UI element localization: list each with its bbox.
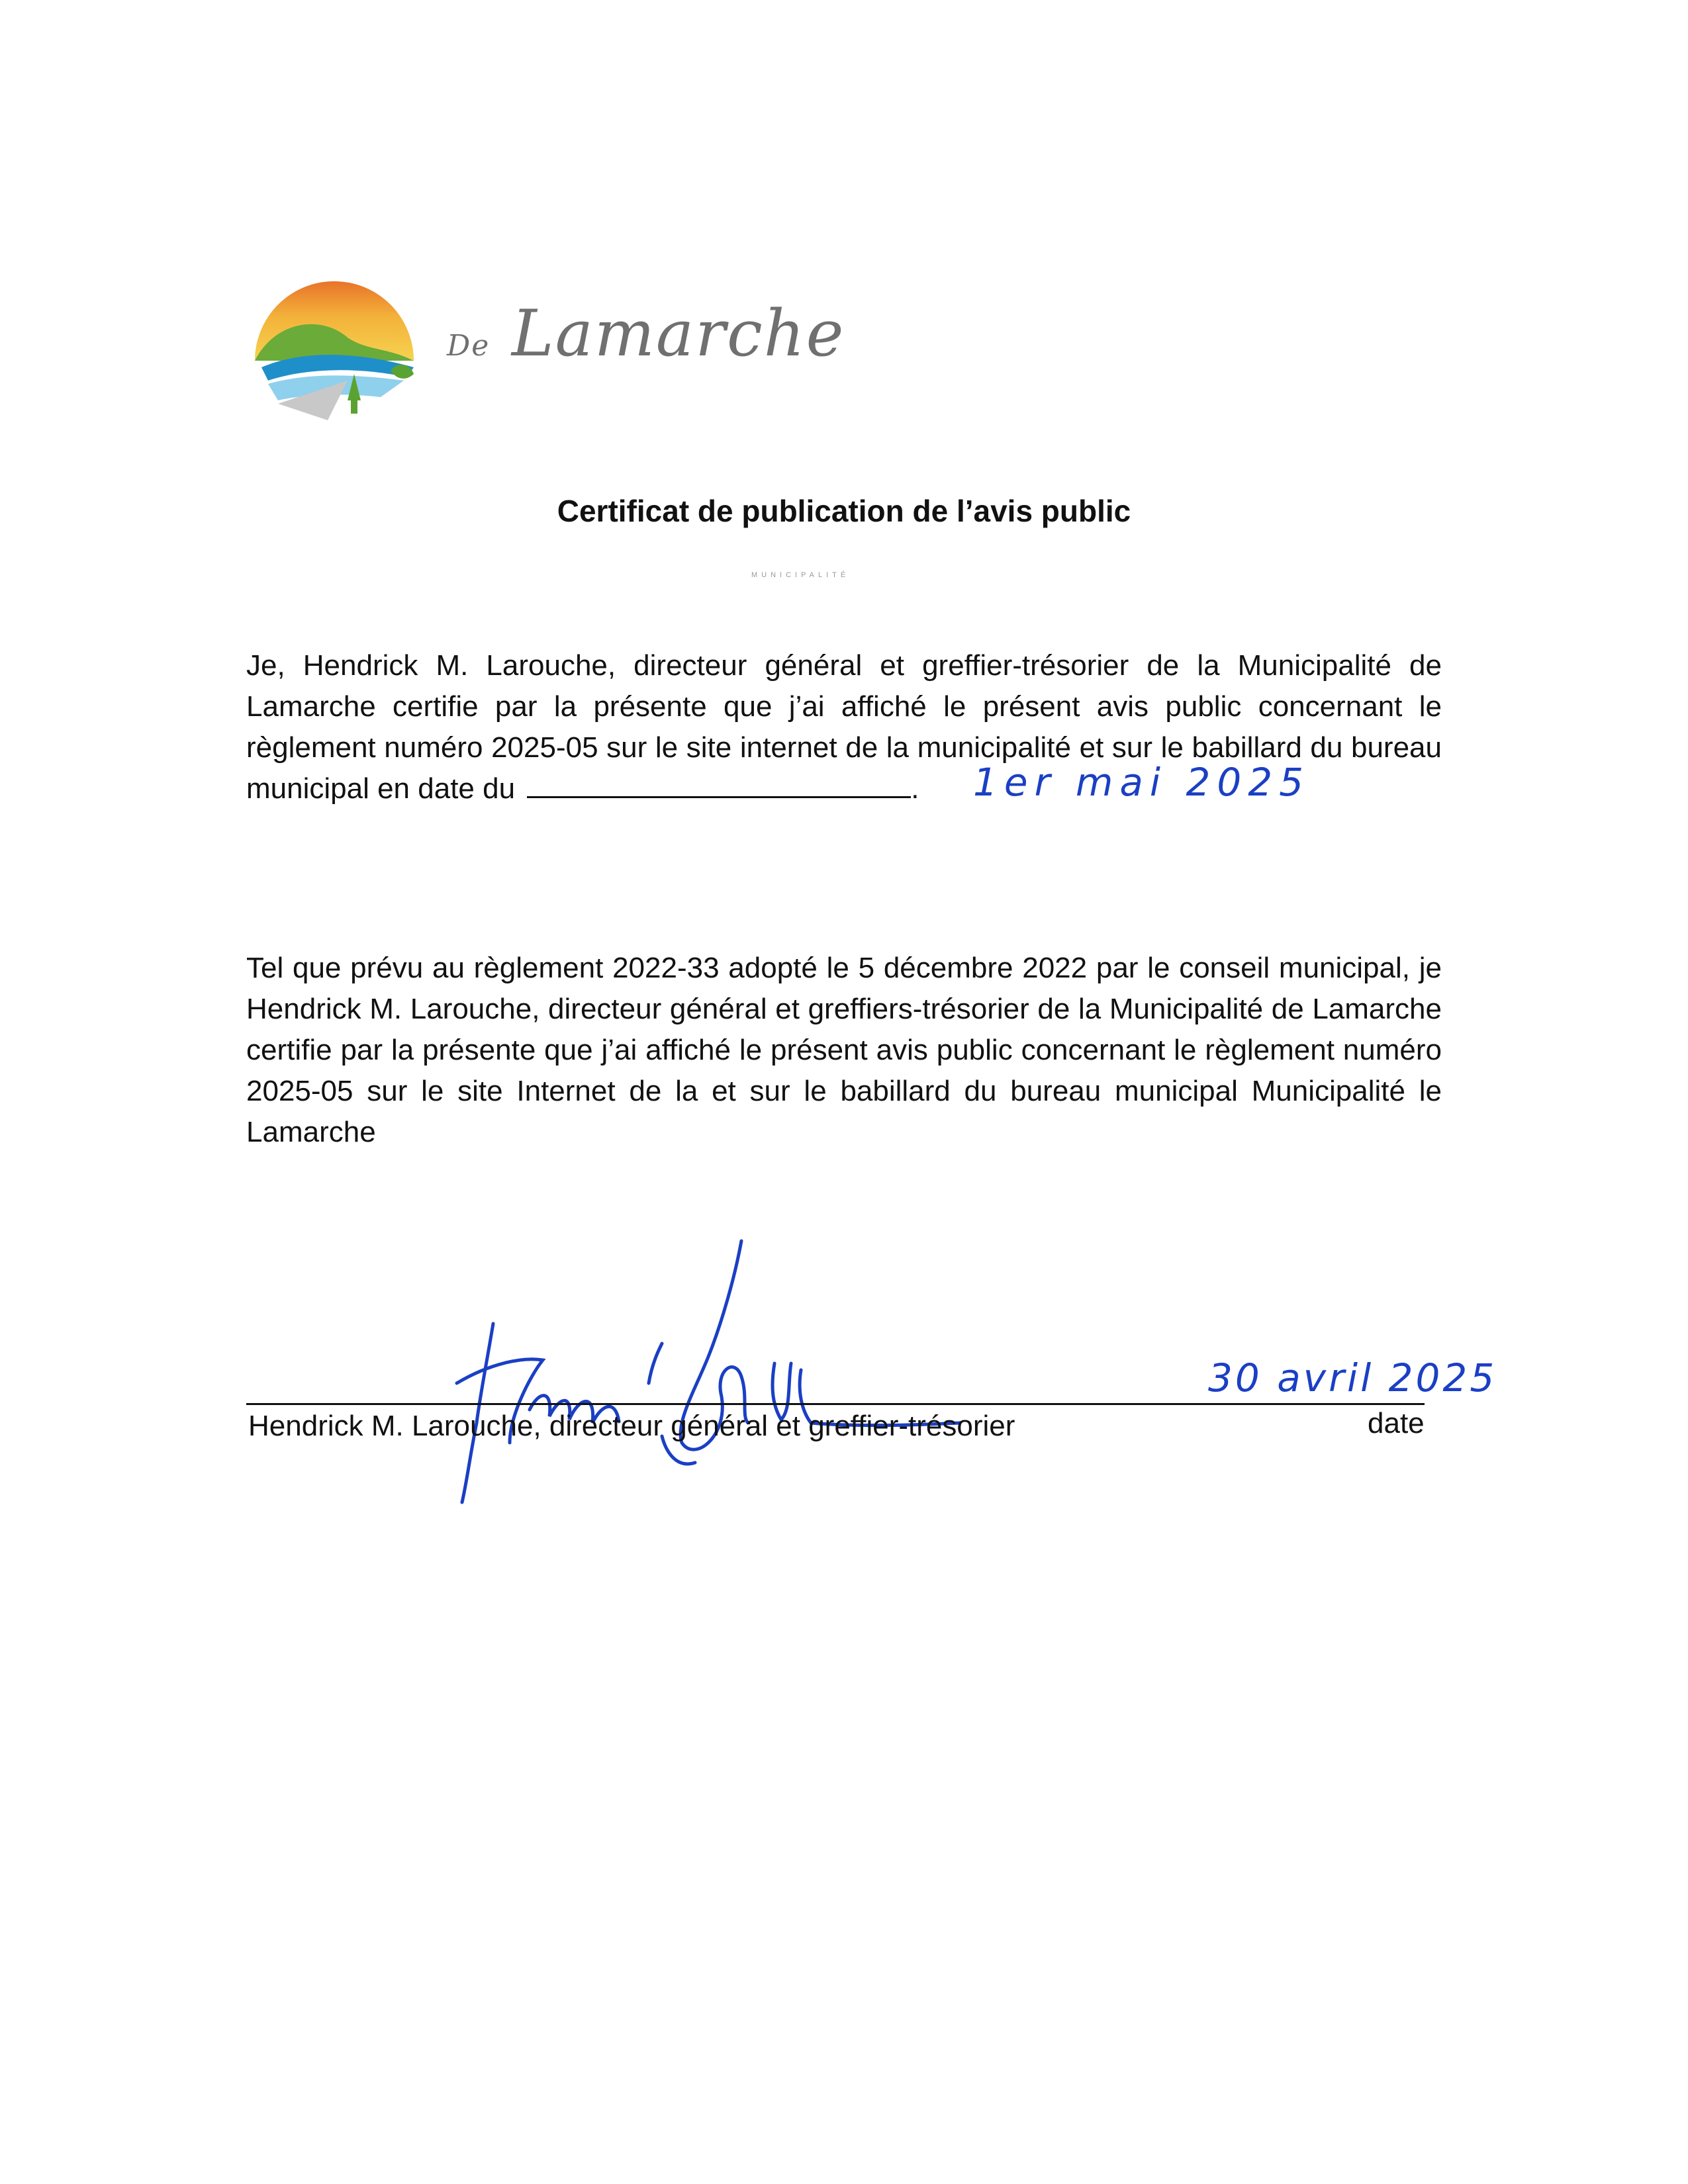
paragraph-second: Tel que prévu au règlement 2022-33 adopté le 5 décembre 2022 par le conseil municipal, je Hendrick M. Larouche, directeur général et greffiers-trésorier de la Municipalité de Lamarche certifie par la présente que j’ai affiché le présent avis public concernant le règlement numéro 2025-05 sur le site Internet de la et sur le babillard du bureau municipal Municipalité le Lamarche [246, 952, 1442, 1148]
logo-small-text: MUNICIPALITÉ [751, 571, 850, 579]
date-label: date [1368, 1407, 1425, 1439]
paragraph-first-text: Je, Hendrick M. Larouche, directeur général et greffier-trésorier de la Municipalité de Lamarche certifie par la présente que j’ai affiché le présent avis public concernant le règlement numéro 2025-05 sur le site internet de la municipalité et sur le babillard du bureau municipal en date du [246, 649, 1442, 805]
paragraph-first-end: . [911, 772, 919, 805]
date-fill-line [527, 774, 911, 798]
logo-name: Lamarche [511, 296, 845, 371]
signature-line [246, 1403, 1425, 1405]
document-title: Certificat de publication de l’avis public [557, 494, 1131, 528]
handwritten-signature-date: 30 avril 2025 [1208, 1355, 1497, 1400]
logo-wordmark [447, 296, 845, 371]
handwritten-publication-date: 1er mai 2025 [973, 760, 1311, 805]
handwritten-signature [430, 1224, 1026, 1529]
signatory-name-title: Hendrick M. Larouche, directeur général et greffier-trésorier [248, 1410, 1015, 1442]
logo-prefix: De [447, 329, 491, 363]
